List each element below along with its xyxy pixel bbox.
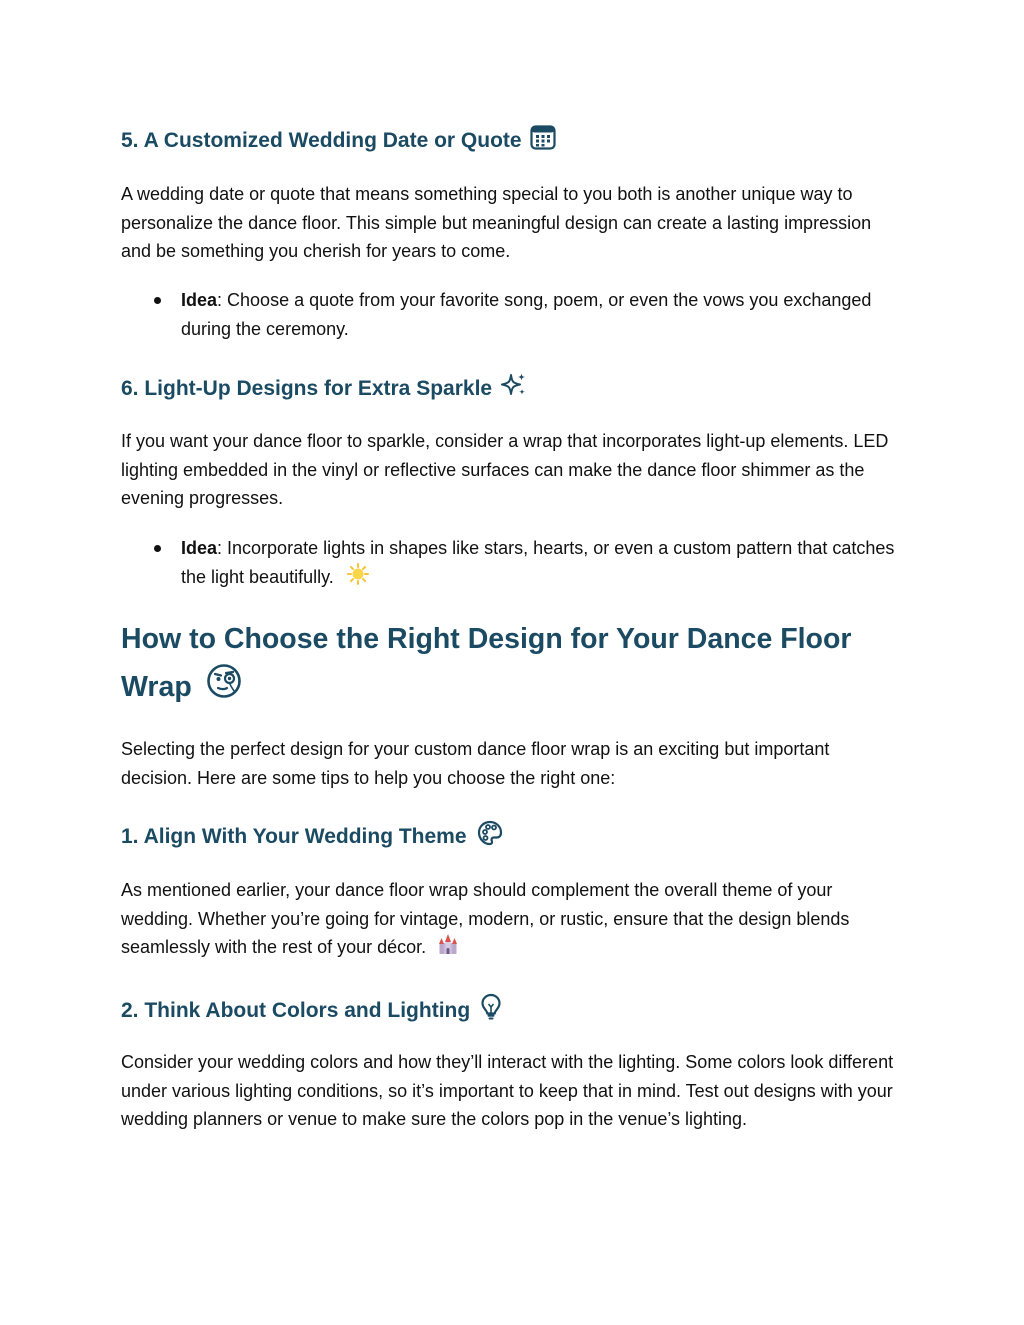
main-heading-how-to-choose — [121, 616, 901, 714]
bullet-label: Idea — [181, 290, 218, 310]
section-paragraph: Consider your wedding colors and how they’ll interact with the lighting. Some colors look different under various lighting conditions, so it’s important to keep that in mind. Test out designs with your wedding planners or venue to make sure the colors pop in the venue’s lighting. — [121, 1052, 894, 1129]
section-heading-light-up — [121, 372, 528, 406]
section-heading-text: 2. Think About Colors and Lighting — [121, 999, 471, 1022]
light-bulb-icon — [480, 993, 502, 1029]
list-item — [121, 534, 901, 593]
sparkles-icon — [500, 372, 528, 406]
bullet-dot — [154, 545, 161, 552]
section-paragraph-text: As mentioned earlier, your dance floor wrap should complement the overall theme of your wedding. Whether you’re going for vintage, modern, or rustic, ensure that the design blends seamlessly with the rest of your décor. — [121, 880, 850, 957]
bullet-dot — [154, 297, 161, 304]
section-heading-text: 6. Light-Up Designs for Extra Sparkle — [121, 377, 493, 400]
bullet-text: : Incorporate lights in shapes like stars, hearts, or even a custom pattern that catches the light beautifully. — [181, 538, 895, 587]
section-paragraph — [121, 876, 901, 964]
face-with-monocle-icon — [206, 663, 242, 714]
calendar-icon — [530, 124, 556, 158]
sun-icon — [347, 563, 369, 594]
palette-icon — [477, 820, 503, 854]
list-item — [121, 286, 901, 343]
section-heading-align-theme — [121, 820, 503, 854]
section-paragraph: A wedding date or quote that means something special to you both is another unique way to personalize the dance floor. This simple but meaningful design can create a lasting impression and be something you cherish for years to come. — [121, 184, 872, 261]
section-paragraph: Selecting the perfect design for your custom dance floor wrap is an exciting but important decision. Here are some tips to help you choose the right one: — [121, 739, 830, 788]
section-heading-text: 5. A Customized Wedding Date or Quote — [121, 129, 522, 152]
bullet-label: Idea — [181, 538, 218, 558]
section-paragraph: If you want your dance floor to sparkle, consider a wrap that incorporates light-up elements. LED lighting embedded in the vinyl or reflective surfaces can make the dance floor shimmer as the evening progresses. — [121, 431, 889, 508]
section-heading-text: 1. Align With Your Wedding Theme — [121, 825, 467, 848]
bullet-text: : Choose a quote from your favorite song, poem, or even the vows you exchanged during the ceremony. — [181, 290, 872, 339]
main-heading-text: How to Choose the Right Design for Your Dance Floor Wrap — [121, 623, 852, 704]
section-heading-colors-lighting — [121, 993, 502, 1029]
section-heading-customized-date — [121, 124, 556, 158]
castle-icon — [437, 933, 459, 964]
